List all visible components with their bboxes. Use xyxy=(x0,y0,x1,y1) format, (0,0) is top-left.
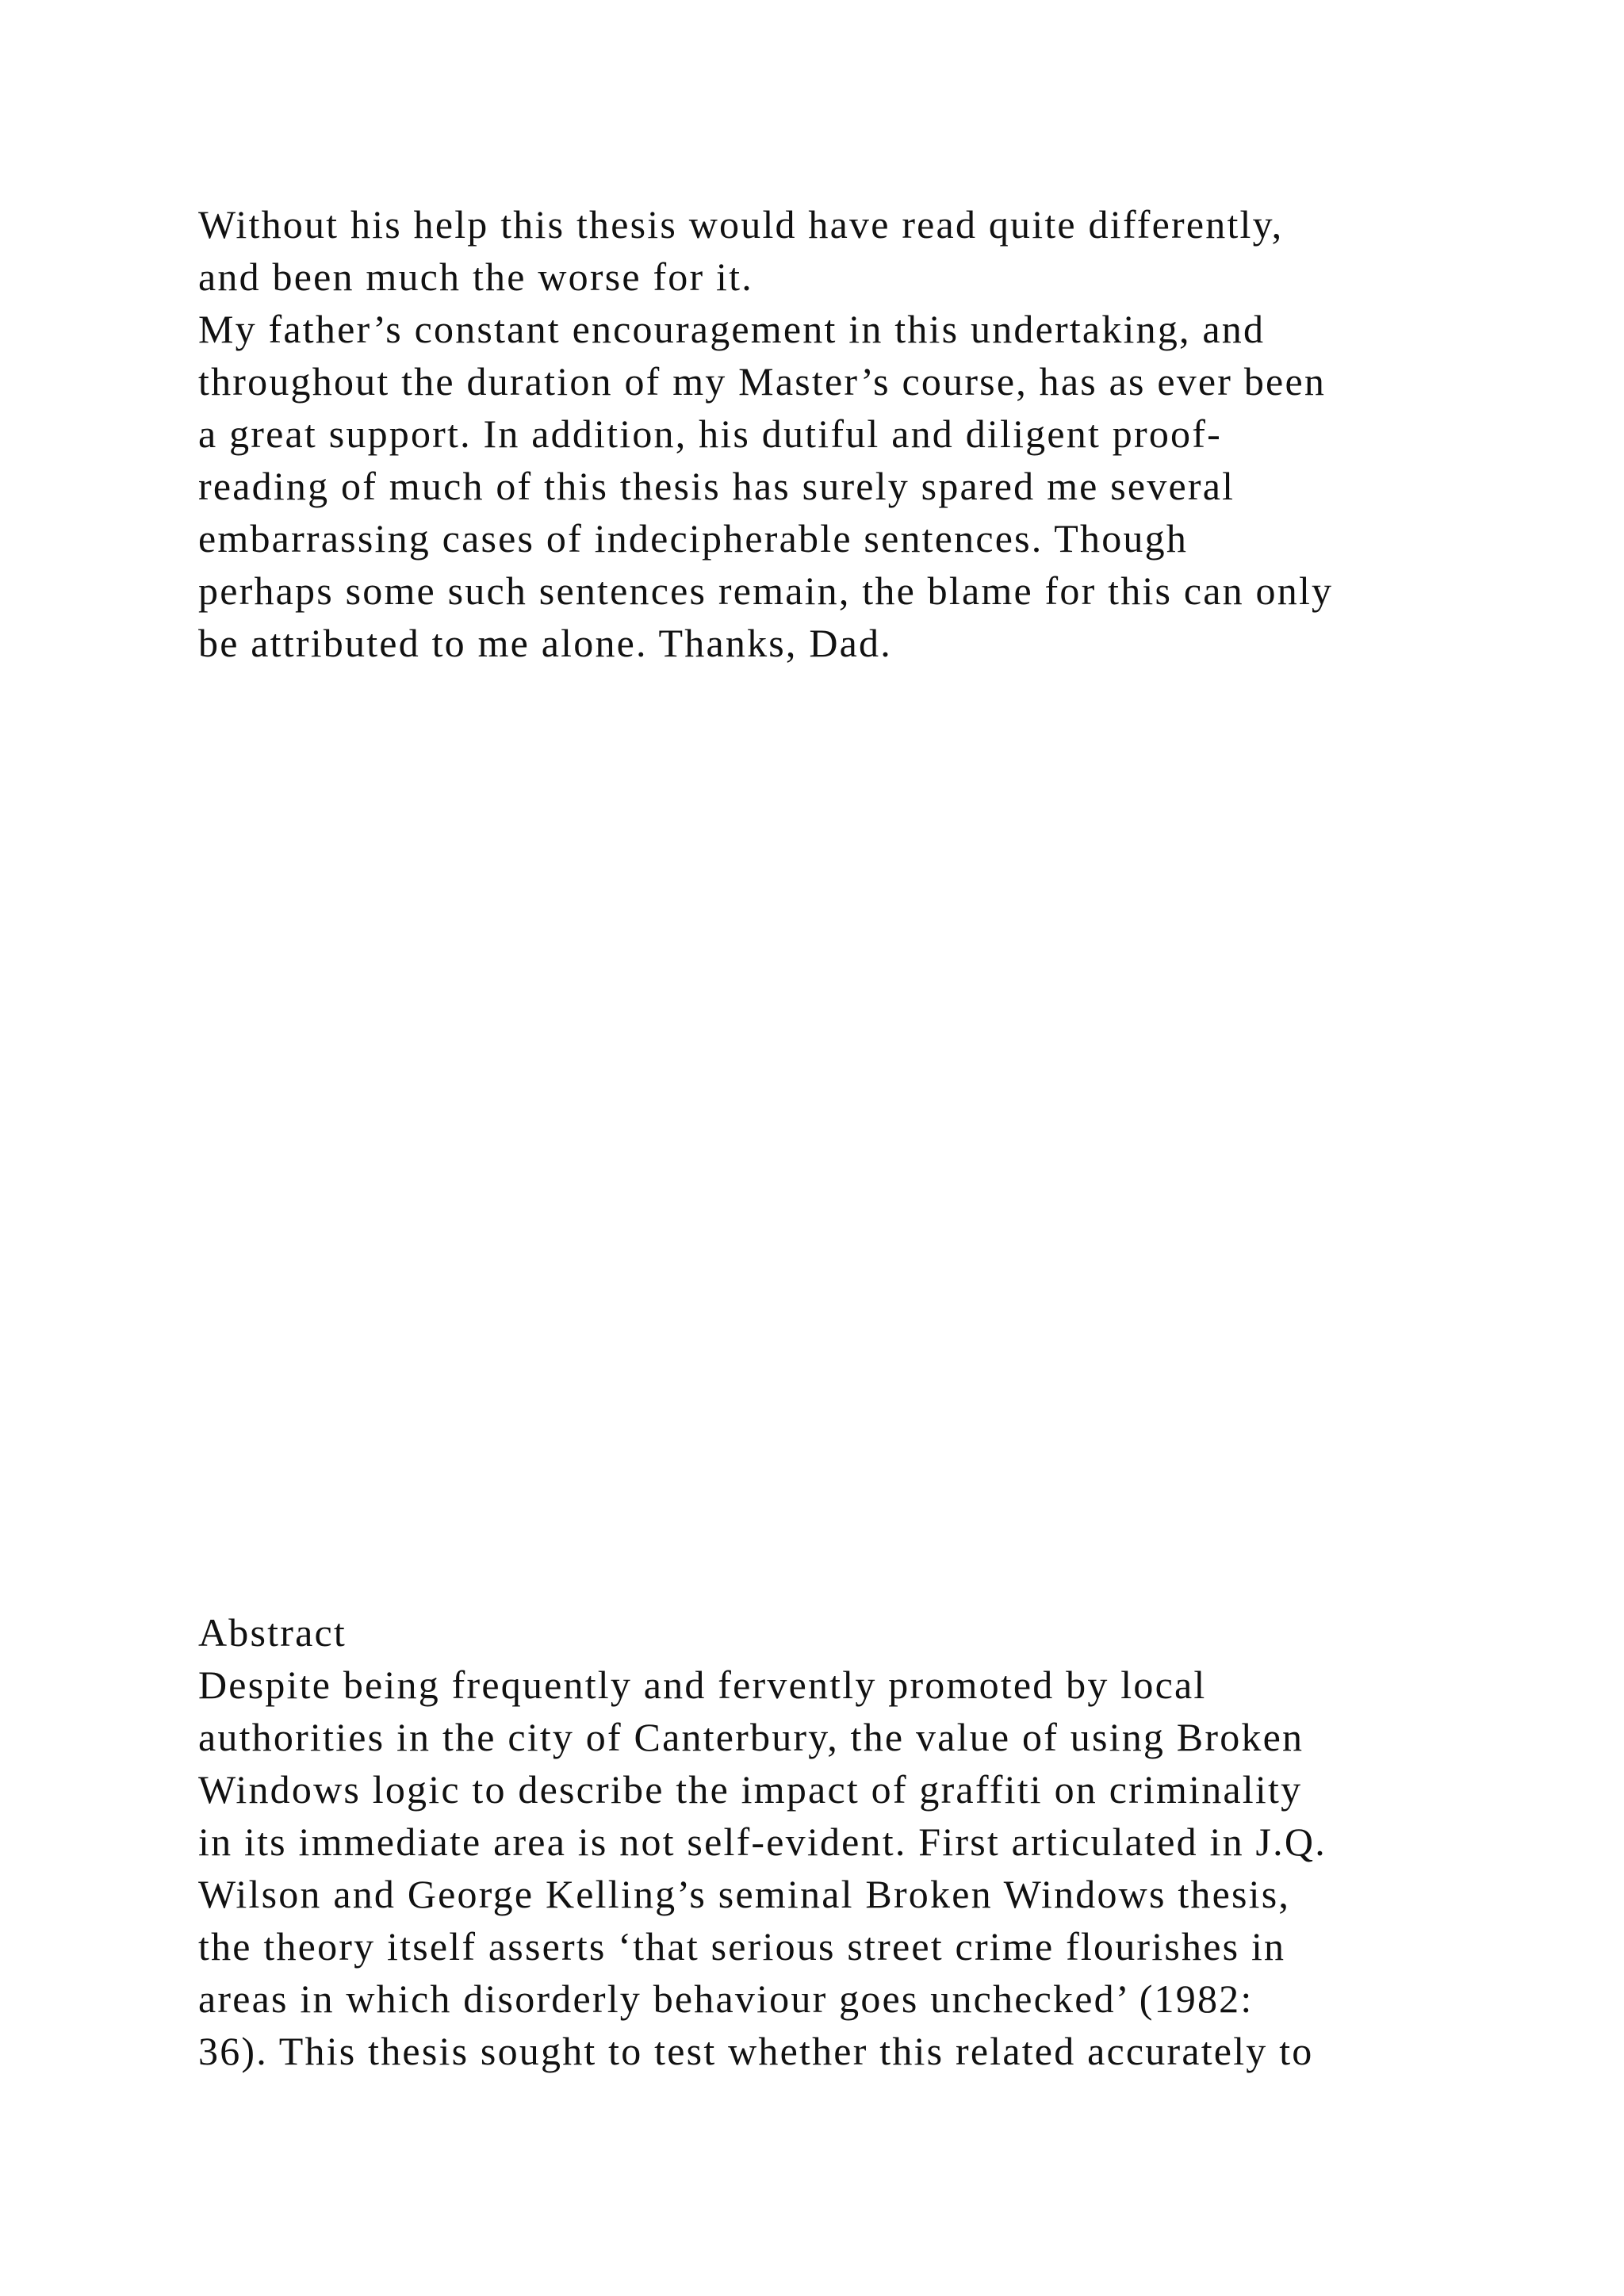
abstract-line: Windows logic to describe the impact of graffiti on criminality xyxy=(198,1767,1303,1812)
abstract-line: the theory itself asserts ‘that serious street crime flourishes in xyxy=(198,1924,1286,1969)
abstract-line: 36). This thesis sought to test whether this related accurately to xyxy=(198,2029,1314,2073)
ack-line: and been much the worse for it. xyxy=(198,254,753,299)
ack-line: reading of much of this thesis has surely spared me several xyxy=(198,464,1235,508)
ack-line: a great support. In addition, his dutiful and diligent proof- xyxy=(198,411,1222,456)
abstract-line: areas in which disorderly behaviour goes unchecked’ (1982: xyxy=(198,1976,1254,2021)
ack-line: Without his help this thesis would have read quite differently, xyxy=(198,202,1284,247)
abstract-line: in its immediate area is not self-evident. First articulated in J.Q. xyxy=(198,1820,1327,1864)
ack-line: perhaps some such sentences remain, the blame for this can only xyxy=(198,568,1334,613)
ack-line: be attributed to me alone. Thanks, Dad. xyxy=(198,621,892,665)
abstract-heading: Abstract xyxy=(198,1610,347,1655)
abstract-line: authorities in the city of Canterbury, the value of using Broken xyxy=(198,1715,1304,1759)
ack-line: throughout the duration of my Master’s course, has as ever been xyxy=(198,359,1327,404)
ack-line: My father’s constant encouragement in this undertaking, and xyxy=(198,307,1266,351)
abstract-line: Despite being frequently and fervently promoted by local xyxy=(198,1663,1207,1707)
ack-line: embarrassing cases of indecipherable sentences. Though xyxy=(198,516,1189,561)
abstract-line: Wilson and George Kelling’s seminal Broken Windows thesis, xyxy=(198,1872,1291,1916)
